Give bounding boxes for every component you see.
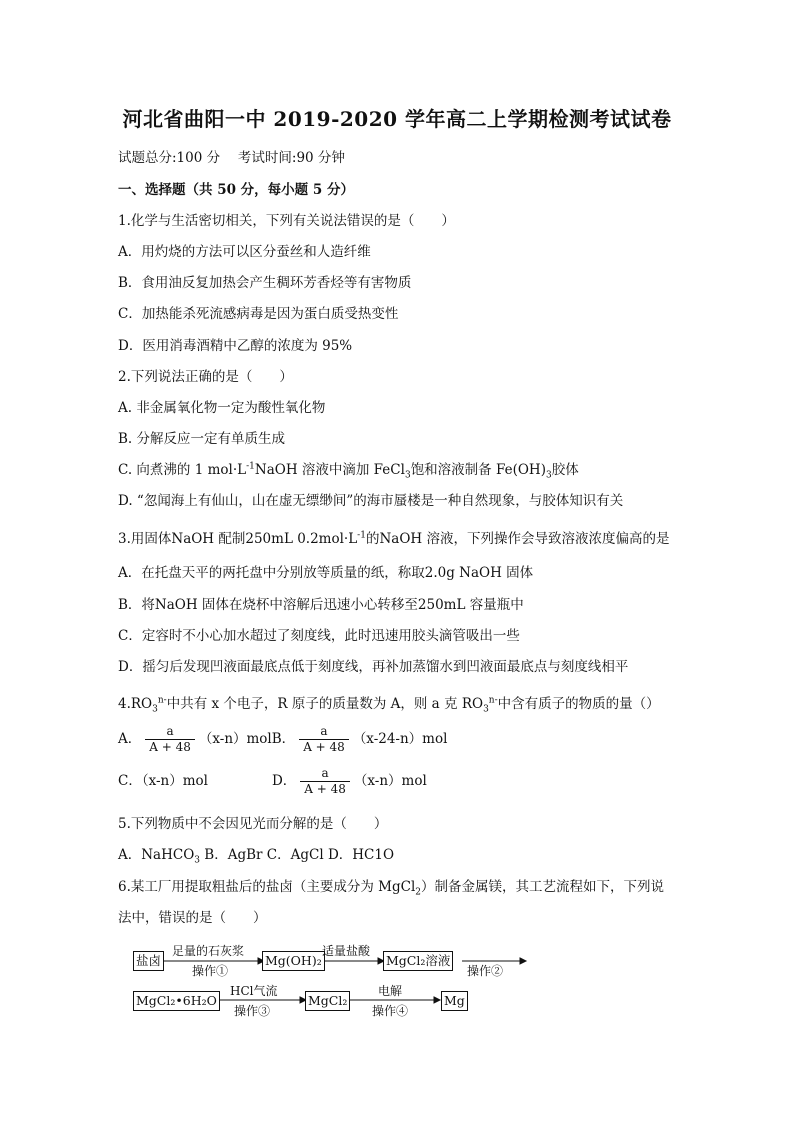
flow-label: 足量的石灰浆 bbox=[172, 944, 245, 958]
flow-box-mgcl2-hydrate: MgCl₂•6H₂O bbox=[133, 991, 220, 1011]
flow-box-mgcl2-solution: MgCl₂溶液 bbox=[383, 951, 453, 971]
q2-option-d: D. “忽闻海上有仙山，山在虚无缥缈间”的海市蜃楼是一种自然现象，与胶体知识有关 bbox=[118, 493, 624, 509]
q3-option-b: B．将NaOH 固体在烧杯中溶解后迅速小心转移至250mL 容量瓶中 bbox=[118, 597, 524, 613]
q3-stem: 3.用固体NaOH 配制250mL $0.2mol\cdot L^{-1}$的NaOH 溶液，下列操作会导致溶液浓度偏高的是 bbox=[118, 530, 670, 547]
q6-stem-line1: 6.某工厂用提取粗盐后的盐卤（主要成分为 MgCl$_2$）制备金属镁，其工艺流程如下，下列说 bbox=[118, 879, 665, 898]
flow-label: 电解 bbox=[378, 984, 403, 998]
flow-box-mg: Mg bbox=[441, 991, 468, 1011]
q4-options-cd: C．（x-n）mol D． $\frac{a}{A + 48}$ （x-n）mol bbox=[118, 766, 427, 796]
q2-option-b: B. 分解反应一定有单质生成 bbox=[118, 431, 286, 447]
flow-label: 适量盐酸 bbox=[322, 944, 371, 958]
fraction: $\frac{a}{A + 48}$ bbox=[145, 724, 195, 755]
q2-option-a: A. 非金属氧化物一定为酸性氧化物 bbox=[118, 400, 326, 416]
q4-options-ab: A． $\frac{a}{A + 48}$ （x-n）molB． $\frac{a}{A + 48}$ （x-24-n）mol bbox=[118, 724, 448, 754]
q1-stem: 1.化学与生活密切相关，下列有关说法错误的是（ ） bbox=[118, 213, 455, 229]
flow-label: 操作④ bbox=[372, 1004, 409, 1018]
flow-label: 操作② bbox=[467, 964, 504, 978]
q3-option-a: A．在托盘天平的两托盘中分别放等质量的纸，称取2.0g NaOH 固体 bbox=[118, 565, 534, 581]
flow-label: HCl气流 bbox=[230, 984, 278, 998]
flow-box-mgcl2: MgCl₂ bbox=[305, 991, 350, 1011]
q5-stem: 5.下列物质中不会因见光而分解的是（ ） bbox=[118, 816, 388, 832]
fraction: $\frac{a}{A + 48}$ bbox=[299, 724, 349, 755]
q3-option-d: D．摇匀后发现凹液面最底点低于刻度线，再补加蒸馏水到凹液面最底点与刻度线相平 bbox=[118, 659, 629, 675]
page-title: 河北省曲阳一中 2019-2020 学年高二上学期检测考试试卷 bbox=[122, 107, 672, 131]
q1-option-b: B．食用油反复加热会产生稠环芳香烃等有害物质 bbox=[118, 275, 412, 291]
section-heading: 一、选择题（共 50 分，每小题 5 分） bbox=[118, 182, 354, 198]
exam-meta: 试题总分:100 分 考试时间:90 分钟 bbox=[118, 150, 345, 166]
flow-box-brine: 盐卤 bbox=[133, 951, 164, 971]
flow-box-mgoh2: Mg(OH)₂ bbox=[262, 951, 325, 971]
fraction: $\frac{a}{A + 48}$ bbox=[300, 766, 350, 797]
q1-option-d: D．医用消毒酒精中乙醇的浓度为 95% bbox=[118, 338, 353, 354]
q5-options: A．NaHCO$_3$ B．AgBr C．AgCl D．HC1O bbox=[118, 847, 395, 866]
flow-label: 操作③ bbox=[234, 1004, 271, 1018]
q4-stem: $4.RO_3^{n-}$中共有 x 个电子，R 原子的质量数为 A，则 a 克 $RO_3^{n-}$中含有质子的物质的量（） bbox=[118, 695, 660, 715]
q1-option-c: C．加热能杀死流感病毒是因为蛋白质受热变性 bbox=[118, 306, 399, 322]
q2-stem: 2.下列说法正确的是（ ） bbox=[118, 369, 293, 385]
q3-option-c: C．定容时不小心加水超过了刻度线，此时迅速用胶头滴管吸出一些 bbox=[118, 628, 520, 644]
flow-label: 操作① bbox=[192, 964, 229, 978]
q1-option-a: A．用灼烧的方法可以区分蚕丝和人造纤维 bbox=[118, 244, 371, 260]
q6-stem-line2: 法中，错误的是（ ） bbox=[118, 910, 267, 926]
q2-option-c: C. 向煮沸的 1 $mol\cdot L^{-1}NaOH$ 溶液中滴加 FeCl$_3$饱和溶液制备 $Fe(OH)_3$胶体 bbox=[118, 461, 579, 481]
